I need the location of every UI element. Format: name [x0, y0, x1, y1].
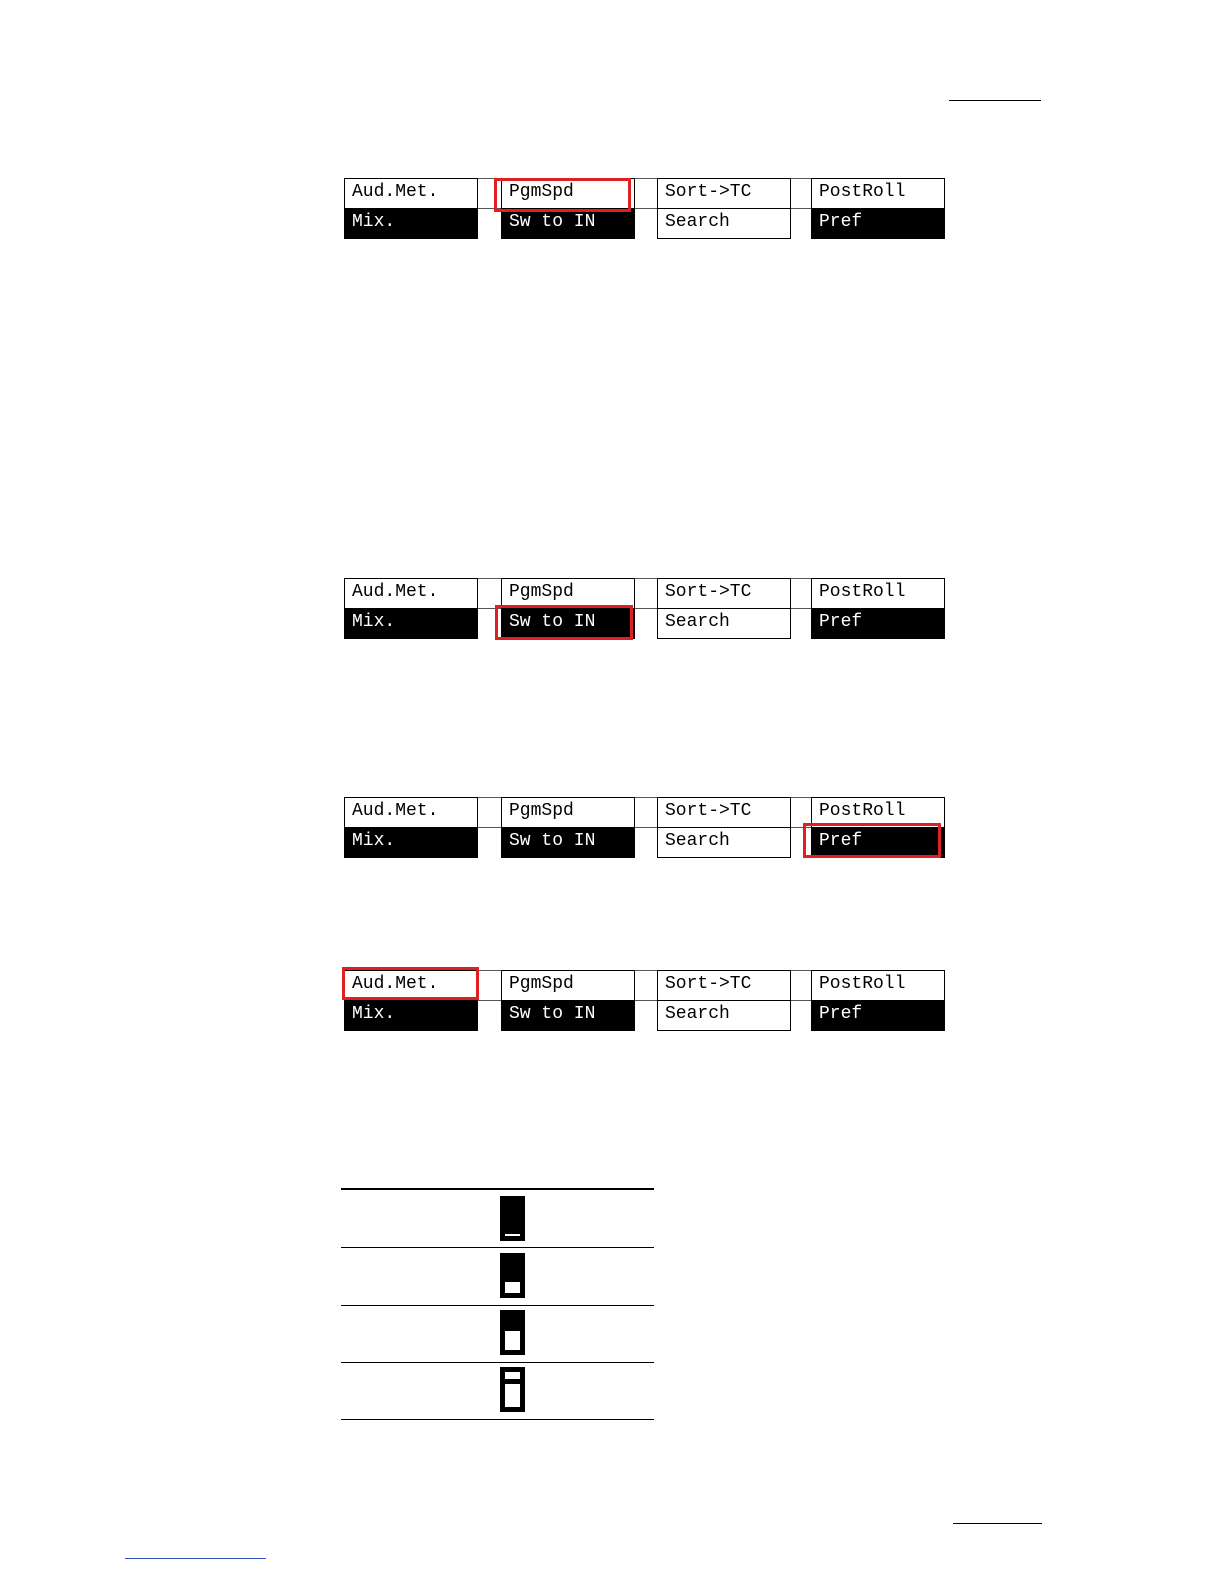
softkey-postroll[interactable]: PostRoll — [811, 578, 945, 609]
softkey-pgmspd[interactable]: PgmSpd — [501, 578, 635, 609]
softkey-pref[interactable]: Pref — [811, 1000, 945, 1031]
softkey-pgmspd[interactable]: PgmSpd — [501, 797, 635, 828]
footer-link-rule — [125, 1558, 266, 1559]
level-meter-fill — [505, 1331, 520, 1350]
softkey-sw-to-in[interactable]: Sw to IN — [501, 827, 635, 858]
level-meter-fill — [505, 1234, 520, 1236]
table-bottom-rule — [341, 1419, 654, 1420]
level-meter-icon — [500, 1196, 525, 1241]
header-rule — [949, 100, 1041, 101]
footer-rule — [953, 1523, 1042, 1524]
softkey-pref[interactable]: Pref — [811, 608, 945, 639]
softkey-postroll[interactable]: PostRoll — [811, 797, 945, 828]
table-row-divider — [341, 1362, 654, 1363]
audio-level-table — [341, 1188, 654, 1421]
softkey-sort-tc[interactable]: Sort->TC — [657, 970, 791, 1001]
table-top-rule — [341, 1188, 654, 1190]
softkey-aud-met[interactable]: Aud.Met. — [344, 178, 478, 209]
softkey-mix[interactable]: Mix. — [344, 608, 478, 639]
level-meter-fill — [505, 1384, 520, 1407]
softkey-sort-tc[interactable]: Sort->TC — [657, 578, 791, 609]
softkey-pgmspd[interactable]: PgmSpd — [501, 178, 635, 209]
softkey-pref[interactable]: Pref — [811, 208, 945, 239]
softkey-sort-tc[interactable]: Sort->TC — [657, 178, 791, 209]
softkey-aud-met[interactable]: Aud.Met. — [344, 970, 478, 1001]
softkey-mix[interactable]: Mix. — [344, 208, 478, 239]
lcd-figure-3 — [344, 797, 946, 859]
table-row-divider — [341, 1305, 654, 1306]
softkey-postroll[interactable]: PostRoll — [811, 178, 945, 209]
softkey-mix[interactable]: Mix. — [344, 1000, 478, 1031]
softkey-search[interactable]: Search — [657, 1000, 791, 1031]
softkey-search[interactable]: Search — [657, 208, 791, 239]
softkey-mix[interactable]: Mix. — [344, 827, 478, 858]
softkey-aud-met[interactable]: Aud.Met. — [344, 797, 478, 828]
level-meter-peak — [505, 1372, 520, 1379]
softkey-sw-to-in[interactable]: Sw to IN — [501, 208, 635, 239]
softkey-search[interactable]: Search — [657, 827, 791, 858]
lcd-figure-1 — [344, 178, 946, 240]
lcd-figure-2 — [344, 578, 946, 640]
softkey-sw-to-in[interactable]: Sw to IN — [501, 608, 635, 639]
level-meter-icon — [500, 1253, 525, 1298]
softkey-postroll[interactable]: PostRoll — [811, 970, 945, 1001]
lcd-figure-4 — [344, 970, 946, 1032]
level-meter-icon — [500, 1367, 525, 1412]
softkey-pref[interactable]: Pref — [811, 827, 945, 858]
softkey-aud-met[interactable]: Aud.Met. — [344, 578, 478, 609]
table-row-divider — [341, 1247, 654, 1248]
level-meter-fill — [505, 1282, 520, 1293]
softkey-sw-to-in[interactable]: Sw to IN — [501, 1000, 635, 1031]
softkey-pgmspd[interactable]: PgmSpd — [501, 970, 635, 1001]
level-meter-icon — [500, 1310, 525, 1355]
softkey-search[interactable]: Search — [657, 608, 791, 639]
softkey-sort-tc[interactable]: Sort->TC — [657, 797, 791, 828]
